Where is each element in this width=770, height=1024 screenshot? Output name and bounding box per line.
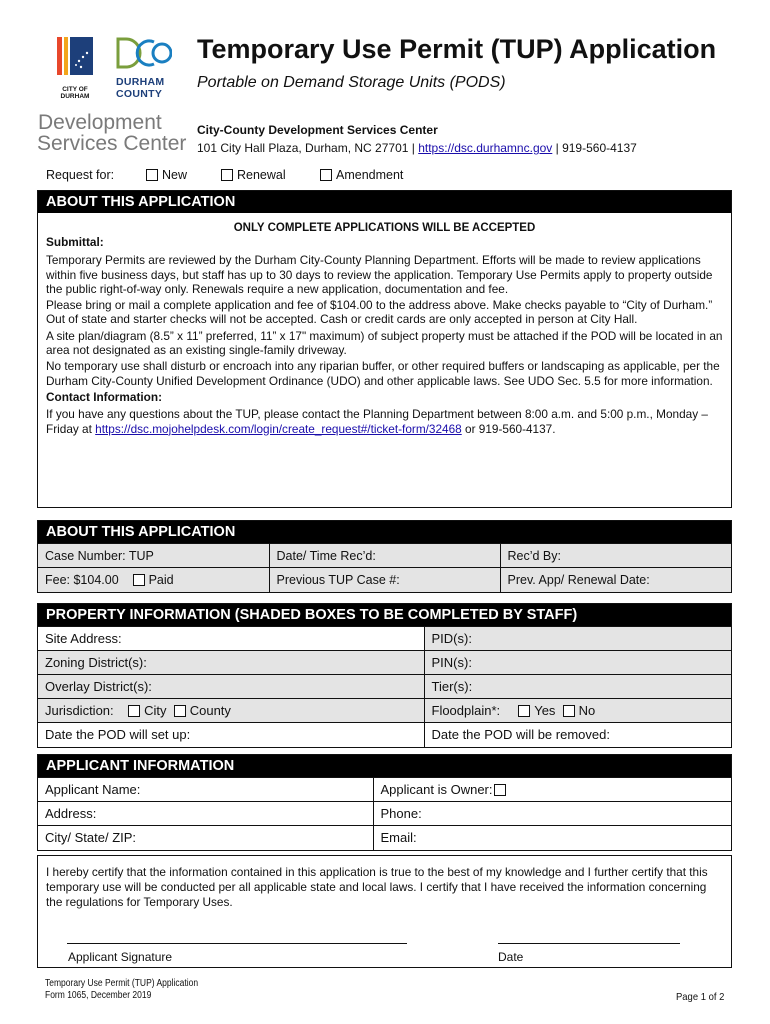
city-state-zip-field[interactable]: City/ State/ ZIP: xyxy=(38,826,373,850)
county-logo-line2: COUNTY xyxy=(116,88,163,100)
request-amendment[interactable] xyxy=(320,168,403,182)
applicant-name-field[interactable]: Applicant Name: xyxy=(38,778,373,802)
jurisdiction-cell xyxy=(38,699,424,723)
request-new[interactable] xyxy=(146,168,187,182)
contact-paragraph xyxy=(46,407,723,436)
property-section xyxy=(37,603,732,748)
dsc-logo-line1: Development xyxy=(38,111,162,134)
new-label: New xyxy=(162,168,188,182)
new-checkbox[interactable] xyxy=(146,169,158,181)
contact-heading: Contact Information: xyxy=(46,389,162,404)
phone-field[interactable]: Phone: xyxy=(373,802,731,826)
helpdesk-link[interactable]: https://dsc.mojohelpdesk.com/login/create_request#/ticket-form/32468 xyxy=(95,421,462,436)
renewal-checkbox[interactable] xyxy=(221,169,233,181)
dsc-logo-line2: Services Center xyxy=(37,132,187,155)
certification-text: I hereby certify that the information contained in this application is true to the best of my knowledge and I further certify that this temporary use will be conducted per all applicable state and local laws. I certify that I have received the information concerning the regulations for Temporary Uses. xyxy=(46,865,708,909)
city-of-durham-logo xyxy=(57,37,93,100)
request-for-label: Request for: xyxy=(46,168,115,182)
paid-checkbox[interactable] xyxy=(133,574,145,586)
fee-label: Fee: $104.00 xyxy=(45,572,119,587)
staff-heading: ABOUT THIS APPLICATION xyxy=(38,521,731,543)
footer-form-info xyxy=(45,978,198,1002)
development-services-center-logo xyxy=(38,112,188,154)
paid-label: Paid xyxy=(148,572,174,587)
request-renewal[interactable] xyxy=(221,168,286,182)
website-link[interactable]: https://dsc.durhamnc.gov xyxy=(418,141,553,155)
about-paragraph-1: Temporary Permits are reviewed by the Durham City-County Planning Department. Efforts will be made to review applications within five business days, but staff has up to 30 days to review the application. Temporary Use Permits apply to property outside the public right-of-way only. Renewals require a new application, documentation and fee. xyxy=(46,253,713,296)
renewal-label: Renewal xyxy=(237,168,286,182)
date-line[interactable] xyxy=(498,943,680,944)
page-number: Page 1 of 2 xyxy=(676,991,725,1003)
footer-form-number: Form 1065, December 2019 xyxy=(45,990,152,1001)
jurisdiction-label: Jurisdiction: xyxy=(45,703,114,718)
no-checkbox[interactable] xyxy=(563,705,575,717)
property-heading: PROPERTY INFORMATION (SHADED BOXES TO BE COMPLETED BY STAFF) xyxy=(38,604,731,626)
submittal-heading: Submittal: xyxy=(46,235,104,249)
date-label: Date xyxy=(498,950,524,964)
complete-notice: ONLY COMPLETE APPLICATIONS WILL BE ACCEPTED xyxy=(233,222,536,234)
email-field[interactable]: Email: xyxy=(373,826,731,850)
staff-section xyxy=(37,520,732,593)
about-paragraph-4: No temporary use shall disturb or encroach into any riparian buffer, or other required buffers or landscaping as applicable, per the Durham City-County Unified Development Ordinance (UDO) and other applicable laws. See UDO Sec. 5.5 for more information. xyxy=(46,359,720,388)
no-label: No xyxy=(578,703,596,718)
staff-table xyxy=(38,543,731,592)
city-checkbox[interactable] xyxy=(128,705,140,717)
city-label: City xyxy=(144,703,167,718)
footer-form-title: Temporary Use Permit (TUP) Application xyxy=(45,978,199,989)
about-heading: ABOUT THIS APPLICATION xyxy=(38,191,731,213)
recd-by-cell: Rec’d By: xyxy=(500,544,731,568)
property-table xyxy=(38,626,731,747)
applicant-heading: APPLICANT INFORMATION xyxy=(38,755,731,777)
county-checkbox[interactable] xyxy=(174,705,186,717)
contact-suffix: or 919-560-4137. xyxy=(461,421,556,436)
applicant-owner-cell xyxy=(373,778,731,802)
overlay-cell: Overlay District(s): xyxy=(38,675,424,699)
page-subtitle: Portable on Demand Storage Units (PODS) xyxy=(197,74,506,91)
owner-checkbox[interactable] xyxy=(494,784,506,796)
pid-cell: PID(s): xyxy=(424,627,731,651)
floodplain-cell xyxy=(424,699,731,723)
signature-line[interactable] xyxy=(67,943,407,944)
contact-prefix: If you have any questions about the TUP, please contact the Planning Department between 8:00 a.m. and 5:00 p.m., Monday – Friday at xyxy=(46,407,708,436)
prev-date-cell: Prev. App/ Renewal Date: xyxy=(500,568,731,592)
about-paragraph-2: Please bring or mail a complete application and fee of $104.00 to the address above. Make checks payable to “City of Durham.” Out of state and starter checks will not be accepted. Cash or credit cards are only accepted in person at City Hall. xyxy=(46,298,713,327)
floodplain-label: Floodplain*: xyxy=(431,703,501,718)
yes-label: Yes xyxy=(534,703,556,718)
owner-label: Applicant is Owner: xyxy=(380,782,493,797)
applicant-table xyxy=(38,777,731,850)
site-address-field[interactable]: Site Address: xyxy=(38,627,424,651)
yes-checkbox[interactable] xyxy=(518,705,530,717)
amendment-label: Amendment xyxy=(336,168,404,182)
county-label: County xyxy=(189,703,231,718)
pod-setup-field[interactable]: Date the POD will set up: xyxy=(38,723,424,747)
address-field[interactable]: Address: xyxy=(38,802,373,826)
zoning-cell: Zoning District(s): xyxy=(38,651,424,675)
address-prefix: 101 City Hall Plaza, Durham, NC 27701 | xyxy=(197,141,419,155)
previous-case-cell: Previous TUP Case #: xyxy=(269,568,500,592)
about-section xyxy=(37,190,732,508)
date-time-cell: Date/ Time Rec’d: xyxy=(269,544,500,568)
page-title: Temporary Use Permit (TUP) Application xyxy=(197,34,717,64)
durham-county-logo xyxy=(116,37,172,101)
county-logo-line1: DURHAM xyxy=(116,76,165,88)
about-paragraph-3: A site plan/diagram (8.5” x 11” preferred, 11” x 17" maximum) of subject property must be attached if the POD will be located in an area not designated as an existing single-family driveway. xyxy=(46,328,723,358)
fee-cell xyxy=(38,568,269,592)
center-address xyxy=(197,141,637,155)
city-logo-text: CITY OF DURHAM xyxy=(60,86,90,100)
signature-label: Applicant Signature xyxy=(68,950,173,964)
about-body xyxy=(38,235,731,436)
pin-cell: PIN(s): xyxy=(424,651,731,675)
center-name: City-County Development Services Center xyxy=(197,123,438,137)
address-suffix: | 919-560-4137 xyxy=(552,141,637,155)
tier-cell: Tier(s): xyxy=(424,675,731,699)
pod-removed-field[interactable]: Date the POD will be removed: xyxy=(424,723,731,747)
case-number-cell: Case Number: TUP xyxy=(38,544,269,568)
applicant-section xyxy=(37,754,732,851)
amendment-checkbox[interactable] xyxy=(320,169,332,181)
